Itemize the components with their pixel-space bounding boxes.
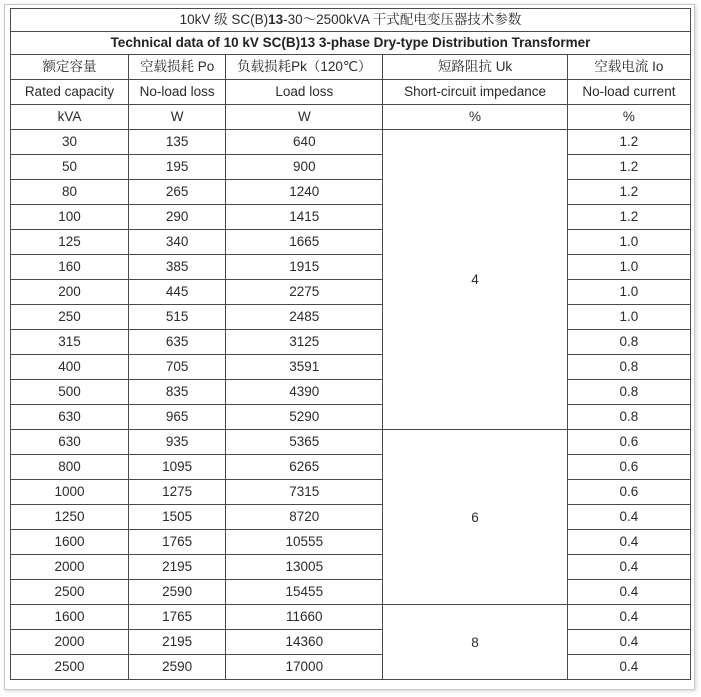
cell-load-loss: 17000 xyxy=(226,655,383,680)
header-row-cn xyxy=(11,55,691,80)
cell-load-loss: 10555 xyxy=(226,530,383,555)
cell-noload-current: 1.0 xyxy=(567,280,690,305)
table-row xyxy=(11,305,691,330)
cell-noload-loss: 1275 xyxy=(128,480,225,505)
cell-noload-current: 0.8 xyxy=(567,380,690,405)
table-row xyxy=(11,380,691,405)
cell-capacity: 160 xyxy=(11,255,129,280)
cell-noload-current: 0.6 xyxy=(567,480,690,505)
cell-noload-current: 1.0 xyxy=(567,305,690,330)
cell-noload-loss: 265 xyxy=(128,180,225,205)
cell-capacity: 400 xyxy=(11,355,129,380)
cell-capacity: 1600 xyxy=(11,530,129,555)
table-row xyxy=(11,155,691,180)
header-cn-capacity: 额定容量 xyxy=(11,55,129,80)
cell-load-loss: 15455 xyxy=(226,580,383,605)
cell-load-loss: 1915 xyxy=(226,255,383,280)
cell-capacity: 200 xyxy=(11,280,129,305)
cell-load-loss: 11660 xyxy=(226,605,383,630)
cell-noload-current: 0.6 xyxy=(567,430,690,455)
cell-capacity: 100 xyxy=(11,205,129,230)
cell-noload-loss: 340 xyxy=(128,230,225,255)
cell-noload-loss: 635 xyxy=(128,330,225,355)
cell-noload-loss: 1765 xyxy=(128,530,225,555)
cell-load-loss: 640 xyxy=(226,130,383,155)
cell-noload-loss: 835 xyxy=(128,380,225,405)
cell-noload-loss: 2195 xyxy=(128,555,225,580)
cell-noload-current: 0.6 xyxy=(567,455,690,480)
cell-capacity: 1000 xyxy=(11,480,129,505)
cell-capacity: 1250 xyxy=(11,505,129,530)
table-row xyxy=(11,355,691,380)
table-row xyxy=(11,405,691,430)
header-cn-impedance: 短路阻抗 Uk xyxy=(383,55,568,80)
cell-noload-loss: 515 xyxy=(128,305,225,330)
cell-noload-current: 0.4 xyxy=(567,605,690,630)
cell-load-loss: 1240 xyxy=(226,180,383,205)
units-row xyxy=(11,105,691,130)
header-cn-noload-loss: 空载损耗 Po xyxy=(128,55,225,80)
cell-noload-current: 0.4 xyxy=(567,505,690,530)
transformer-spec-table xyxy=(10,8,691,680)
cell-capacity: 2500 xyxy=(11,655,129,680)
cell-load-loss: 8720 xyxy=(226,505,383,530)
table-row xyxy=(11,280,691,305)
cell-load-loss: 1665 xyxy=(226,230,383,255)
cell-load-loss: 14360 xyxy=(226,630,383,655)
table-row xyxy=(11,530,691,555)
cell-load-loss: 13005 xyxy=(226,555,383,580)
header-en-noload-loss: No-load loss xyxy=(128,80,225,105)
cell-capacity: 50 xyxy=(11,155,129,180)
header-en-load-loss: Load loss xyxy=(226,80,383,105)
cell-load-loss: 3125 xyxy=(226,330,383,355)
cell-noload-loss: 195 xyxy=(128,155,225,180)
cell-noload-loss: 1505 xyxy=(128,505,225,530)
title-cn-bold: 13 xyxy=(268,12,284,27)
cell-noload-current: 0.8 xyxy=(567,355,690,380)
cell-noload-loss: 1765 xyxy=(128,605,225,630)
table-row xyxy=(11,255,691,280)
cell-load-loss: 1415 xyxy=(226,205,383,230)
table-row xyxy=(11,580,691,605)
cell-capacity: 315 xyxy=(11,330,129,355)
cell-noload-current: 0.4 xyxy=(567,555,690,580)
table-row xyxy=(11,555,691,580)
cell-capacity: 1600 xyxy=(11,605,129,630)
cell-noload-loss: 2195 xyxy=(128,630,225,655)
table-row xyxy=(11,230,691,255)
cell-load-loss: 5365 xyxy=(226,430,383,455)
cell-load-loss: 7315 xyxy=(226,480,383,505)
title-cn-suffix: -30～2500kVA 干式配电变压器技术参数 xyxy=(283,12,522,27)
cell-impedance: 4 xyxy=(383,130,568,430)
table-row xyxy=(11,330,691,355)
cell-noload-loss: 445 xyxy=(128,280,225,305)
cell-capacity: 630 xyxy=(11,405,129,430)
cell-noload-loss: 965 xyxy=(128,405,225,430)
cell-noload-current: 0.4 xyxy=(567,530,690,555)
title-en: Technical data of 10 kV SC(B)13 3-phase Dry-type Distribution Transformer xyxy=(11,32,691,55)
unit-capacity: kVA xyxy=(11,105,129,130)
cell-noload-loss: 2590 xyxy=(128,580,225,605)
cell-noload-current: 1.2 xyxy=(567,130,690,155)
cell-noload-current: 1.2 xyxy=(567,155,690,180)
cell-capacity: 2000 xyxy=(11,555,129,580)
cell-capacity: 500 xyxy=(11,380,129,405)
cell-load-loss: 2275 xyxy=(226,280,383,305)
cell-impedance: 6 xyxy=(383,430,568,605)
table-row xyxy=(11,180,691,205)
cell-noload-loss: 135 xyxy=(128,130,225,155)
cell-noload-loss: 385 xyxy=(128,255,225,280)
cell-noload-loss: 290 xyxy=(128,205,225,230)
unit-impedance: % xyxy=(383,105,568,130)
cell-load-loss: 2485 xyxy=(226,305,383,330)
table-row xyxy=(11,130,691,155)
unit-noload-current: % xyxy=(567,105,690,130)
cell-noload-current: 1.0 xyxy=(567,255,690,280)
cell-noload-current: 1.2 xyxy=(567,180,690,205)
cell-noload-current: 0.4 xyxy=(567,630,690,655)
unit-noload-loss: W xyxy=(128,105,225,130)
cell-noload-current: 0.8 xyxy=(567,405,690,430)
cell-capacity: 250 xyxy=(11,305,129,330)
cell-impedance: 8 xyxy=(383,605,568,680)
cell-capacity: 2500 xyxy=(11,580,129,605)
unit-load-loss: W xyxy=(226,105,383,130)
cell-capacity: 30 xyxy=(11,130,129,155)
header-en-capacity: Rated capacity xyxy=(11,80,129,105)
table-row xyxy=(11,430,691,455)
cell-noload-current: 0.4 xyxy=(567,655,690,680)
cell-capacity: 630 xyxy=(11,430,129,455)
cell-load-loss: 6265 xyxy=(226,455,383,480)
cell-load-loss: 5290 xyxy=(226,405,383,430)
table-row xyxy=(11,505,691,530)
table-row xyxy=(11,630,691,655)
cell-load-loss: 4390 xyxy=(226,380,383,405)
cell-noload-loss: 2590 xyxy=(128,655,225,680)
header-cn-load-loss: 负载损耗Pk（120℃） xyxy=(226,55,383,80)
cell-load-loss: 900 xyxy=(226,155,383,180)
table-row xyxy=(11,455,691,480)
cell-noload-current: 0.4 xyxy=(567,580,690,605)
table-row xyxy=(11,480,691,505)
cell-load-loss: 3591 xyxy=(226,355,383,380)
table-row xyxy=(11,655,691,680)
title-cn xyxy=(11,9,691,32)
header-en-impedance: Short-circuit impedance xyxy=(383,80,568,105)
cell-noload-current: 1.2 xyxy=(567,205,690,230)
header-en-noload-current: No-load current xyxy=(567,80,690,105)
cell-noload-loss: 935 xyxy=(128,430,225,455)
cell-noload-loss: 1095 xyxy=(128,455,225,480)
cell-capacity: 80 xyxy=(11,180,129,205)
table-row xyxy=(11,605,691,630)
header-cn-noload-current: 空载电流 Io xyxy=(567,55,690,80)
title-cn-prefix: 10kV 级 SC(B) xyxy=(179,12,269,27)
cell-noload-current: 0.8 xyxy=(567,330,690,355)
cell-capacity: 800 xyxy=(11,455,129,480)
cell-capacity: 125 xyxy=(11,230,129,255)
cell-noload-current: 1.0 xyxy=(567,230,690,255)
header-row-en xyxy=(11,80,691,105)
cell-noload-loss: 705 xyxy=(128,355,225,380)
cell-capacity: 2000 xyxy=(11,630,129,655)
table-row xyxy=(11,205,691,230)
